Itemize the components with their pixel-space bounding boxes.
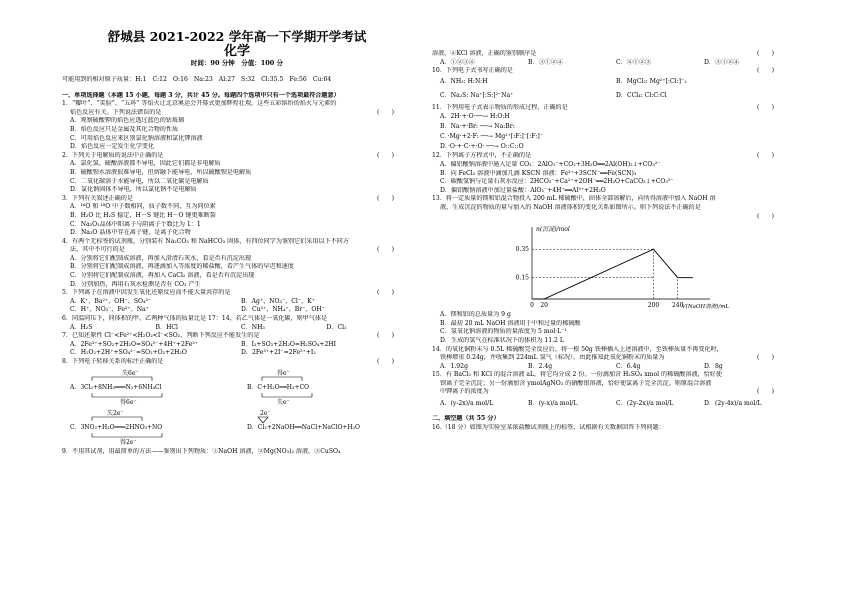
q5-option-a: A．K⁺、Ba²⁺、OH⁻、SO₄²⁻ — [70, 297, 152, 305]
question-15 — [432, 371, 792, 411]
question-7 — [62, 332, 412, 358]
q12-option-c: C．碳酸氢钠与足量石灰水反应：2HCO₃⁻+Ca²⁺+2OH⁻══2H₂O+CaCO₃↓+CO₃²⁻ — [440, 178, 674, 186]
q1-option-d: D．焰色反应一定发生化学变化 — [70, 143, 155, 151]
q1-line-2: 焰色反应有关。下列说法错误的是 ( ) — [70, 108, 394, 116]
question-1 — [62, 100, 412, 152]
q7-option-d: D．2Fe³⁺+2I⁻=2Fe²⁺+I₂ — [241, 349, 316, 357]
x-axis-label: V(NaOH溶液)/mL — [681, 304, 730, 311]
q15-line-2: 钡离子完全沉淀；另一份滴加含 ymolAgNO₃ 的硝酸银溶液，恰好使氯离子完全沉淀。则原混合溶液 — [440, 379, 712, 387]
q11-stem: 11．下列用电子式表示物质的形成过程，正确的是 ( ) — [432, 103, 774, 111]
q8-a-top-arrow — [92, 377, 152, 381]
q5-option-c: C．H⁺、NO₃⁻、Fe²⁺、Na⁺ — [70, 306, 149, 314]
question-2 — [62, 152, 412, 195]
q9-option-d: D．③①②④ — [704, 58, 740, 66]
q12-option-b: B．向 FeCl₃ 溶液中滴加几滴 KSCN 溶液：Fe³⁺+3SCN⁻══Fe(SCN)₃ — [440, 169, 637, 177]
question-8 — [62, 358, 412, 448]
q4-option-b: B．分别将它们配制成溶液，再逐滴加入等浓度的稀盐酸，看产生气体的早迟和速度 — [70, 263, 294, 271]
q14-options — [432, 363, 792, 372]
q5-options-row-2 — [62, 306, 412, 315]
q10-options-row-1 — [432, 76, 792, 90]
q8-c-bottom-arrow — [92, 433, 162, 437]
section-1-heading: 一、单项选择题（本题 15 小题，每题 3 分，共计 45 分。每题四个选项中只有一个选项最符合题意） — [62, 91, 340, 99]
question-3 — [62, 195, 412, 238]
q13-option-b: B．最初 20 mL NaOH 溶液用于中和过量的稀硫酸 — [440, 319, 581, 327]
q14-option-d: D．8g — [704, 362, 723, 370]
q8-electron-transfer-diagrams — [62, 367, 402, 445]
q1-option-c: C．可用焰色反应来区别氯化钠溶液和氯化钾溶液 — [70, 134, 203, 142]
q4-option-a: A．分别将它们配制成溶液，再加入澄清石灰水，看是否有沉淀出现 — [70, 254, 252, 262]
q8-d-arrow — [258, 417, 268, 423]
q10-options-row-2 — [432, 90, 792, 104]
question-6 — [62, 315, 412, 332]
q9-option-c: C．④①②③ — [616, 58, 652, 66]
q3-option-d: D．Na₂O 晶体中存在离子键，是离子化合物 — [70, 229, 191, 237]
q7-option-a: A．2Fe³⁺+SO₂+2H₂O=SO₄²⁻+4H⁺+2Fe²⁺ — [70, 340, 199, 348]
q11-option-a: A．2H·+·O·──→ H:O:H — [440, 113, 510, 121]
q3-stem: 3．下列有关叙述正确的是 ( ) — [62, 194, 394, 202]
q8-c-bottom-label: 得2e⁻ — [120, 438, 137, 445]
precipitate-series-line — [532, 249, 678, 299]
q6-stem: 6．同温同压下，同体积的甲、乙两种气体的质量比是 17：14，若乙气体是一氧化碳，则甲气体是 — [62, 315, 328, 323]
exam-meta: 时间：90 分钟 分值：100 分 — [190, 59, 284, 67]
q8-stem: 8．下列电子转移关系的标注正确的是 ( ) — [62, 358, 394, 365]
q1-option-a: A．观察硫酸钾的焰色应透过蓝色的钴玻璃 — [70, 117, 185, 125]
exam-subject: 化学 — [223, 44, 250, 59]
q13-paren: ( ) — [757, 212, 774, 220]
q14-option-c: C．6.4g — [616, 362, 641, 370]
q7-options-row-1 — [62, 341, 412, 350]
y-axis-label: n(沉淀)/mol — [536, 226, 570, 234]
q13-option-d: D．生成的氢气在标准状况下的体积为 11.2 L — [440, 336, 564, 344]
q3-option-b: B．H₂O 比 H₂S 稳定，H－S 键比 H－O 键更难断裂 — [70, 211, 216, 219]
question-11 — [432, 104, 792, 153]
q7-option-b: B．I₂+SO₂+2H₂O=H₂SO₄+2HI — [241, 340, 337, 348]
q7-options-row-2 — [62, 349, 412, 358]
q13-precipitate-chart — [492, 221, 732, 311]
q8-a-bottom-label: 得6e⁻ — [120, 398, 137, 406]
q10-option-a: A．NH₃: H:N:H — [440, 78, 488, 86]
question-13 — [432, 195, 792, 345]
exam-title: 舒城县 2021-2022 学年高一下学期开学考试 — [107, 29, 367, 44]
q3-option-c: C．Na₂O₂晶体中阳离子与阴离子个数比为 1：1 — [70, 220, 201, 228]
q4-option-c: C．分别将它们配制成溶液，再加入 CaCl₂ 溶液，看是否有沉淀出现 — [70, 272, 255, 280]
q8-a-equation: A．3Cl₂+8NH₃═══N₂+6NH₄Cl — [70, 383, 162, 391]
q6-option-a: A．H₂S — [70, 323, 93, 331]
q9-option-a: A．①②③④ — [440, 58, 475, 66]
y-tick-label-1: 0.15 — [515, 274, 529, 282]
x-tick-label-3: 240 — [671, 302, 684, 310]
q8-d-top-label: 2e⁻ — [260, 409, 271, 417]
question-14 — [432, 346, 792, 372]
atomic-masses: 可能用到的相对原子质量：H:1 C:12 O:16 Na:23 Al:27 S:32 Cl:35.5 Fe:56 Cu:64 — [62, 76, 332, 83]
q15-options — [432, 397, 792, 411]
q5-option-d: D．Cu²⁺、NH₄⁺、Br⁻、OH⁻ — [241, 306, 325, 314]
q10-option-b: B．MgCl₂: Mg²⁺[:Cl:]⁻₂ — [616, 78, 687, 86]
question-4 — [62, 238, 412, 290]
section-2-heading: 二、填空题（共 55 分） — [432, 415, 500, 423]
q13-line-1: 13．将一定质量的镁和铝混合物投入 200 mL 稀硫酸中，固体全部溶解后，向所得溶液中加入 NaOH 溶 — [432, 195, 716, 203]
q11-option-c: C．·Mg·+2·F: ──→ Mg²⁺[:F:]⁻[:F:]⁻ — [440, 133, 543, 141]
q4-line-2: 法，其中不可行的是 ( ) — [70, 246, 394, 254]
q15-option-d: D．(2y-4x)/a mol/L — [704, 399, 762, 407]
q1-line-1: 1．“瓣叶”、“笑脸”、“五环” 等焰火让北京奥运会开幕式更加辉煌壮观，这些五彩缤纷的焰火与元素的 — [62, 100, 337, 108]
q8-c-equation: C．3NO₂+H₂O═══2HNO₃+NO — [70, 423, 163, 431]
right-column — [432, 50, 792, 432]
q10-option-c: C．Na₂S: Na⁺[:S:]²⁻Na⁺ — [440, 92, 514, 100]
q2-stem: 2．下列关于电解质的说法中正确的是 ( ) — [62, 151, 394, 159]
q7-stem: 7．已知还原性 Cl⁻<Fe²⁺<H₂O₂<I⁻<SO₂，判断下列反应不能发生的是 ( ) — [62, 332, 394, 340]
question-12 — [432, 152, 792, 195]
q2-option-a: A．氯化氢、硫酸溶液都不导电，因此它们都是非电解质 — [70, 160, 221, 168]
q2-option-c: C．二氧化碳溶于水能导电，所以二氧化碳是电解质 — [70, 177, 209, 185]
q2-option-d: D．氯化钠固体不导电，所以氯化钠不是电解质 — [70, 186, 197, 194]
q14-option-b: B．2.4g — [528, 362, 553, 370]
q8-b-top-label: 得e⁻ — [277, 369, 290, 377]
q8-b-top-arrow — [262, 377, 302, 381]
q15-option-b: B．(y-x)/a mol/L — [528, 399, 578, 407]
q6-option-b: B．HCl — [155, 323, 178, 331]
q14-line-1: 14．的氧化铜粉末与 0.5L 稀硫酸完全反应后，将一根 50g 铁棒插入上述溶液中，至铁棒质量不再变化时， — [432, 345, 723, 353]
q9-option-b: B．③①②④ — [528, 58, 563, 66]
q15-option-c: C．(2y-2x)/a mol/L — [616, 399, 674, 407]
q8-c-top-label: 失2e⁻ — [107, 409, 124, 417]
question-10 — [432, 67, 792, 104]
q9-cont-stem: 溶液，④KCl 溶液，正确的鉴别顺序是 ( ) — [432, 50, 774, 57]
q1-option-b: B．焰色反应只是金属及其化合物的性质 — [70, 125, 179, 133]
q3-option-a: A．¹⁶O 和 ¹⁸O 中子数相同，质子数不同，互为同位素 — [70, 203, 216, 211]
q15-option-a: A．(y-2x)/a mol/L — [440, 399, 494, 407]
q13-option-c: C．氢氧化钠溶液的物质的量浓度为 5 mol·L⁻¹ — [440, 328, 567, 336]
q6-option-c: C．NH₃ — [241, 323, 265, 331]
left-column — [62, 0, 412, 457]
q6-option-d: D．Cl₂ — [326, 323, 347, 331]
q8-b-bottom-arrow — [262, 393, 312, 397]
q4-option-d: D．分别加热，再用石灰水检测是否有 CO₂ 产生 — [70, 280, 201, 288]
question-16-stem: 16.（18 分）如图为实验室某浓盐酸试剂瓶上的标签，试根据有关数据回答下列问题： — [432, 423, 665, 431]
q6-options — [62, 324, 412, 333]
q10-stem: 10．下列电子式书写正确的是 ( ) — [432, 67, 774, 75]
q15-line-1: 15．有 BaCl₂ 和 KCl 的混合溶液 aL，将它均分成 2 份。一份滴加含 H₂SO₄ xmol 的稀硫酸溶液，恰好使 — [432, 371, 722, 379]
q13-line-2: 液，生成沉淀的物质的量与加入的 NaOH 溶液体积的变化关系如图所示。则下列说法不正确的是 — [440, 203, 701, 211]
q5-options-row-1 — [62, 298, 412, 307]
q8-d-equation: D．Cl₂+2NaOH══NaCl+NaClO+H₂O — [247, 423, 360, 431]
q14-line-2: 铁棒增重 0.24g，并收集到 224mL 氢气（标况）。由此推知此氧化铜粉末的质量为 ( ) — [440, 354, 774, 362]
q8-b-equation: B．C+H₂O══H₂+CO — [247, 383, 309, 391]
q7-option-c: C．H₂O₂+2H⁺+SO₄²⁻=SO₂+O₂+2H₂O — [70, 349, 187, 357]
x-tick-label-1: 20 — [540, 302, 548, 310]
q5-option-b: B．Ag⁺、NO₃⁻、Cl⁻、K⁺ — [241, 297, 315, 305]
q8-a-bottom-arrow — [92, 393, 162, 397]
x-tick-label-0: 0 — [530, 302, 534, 310]
question-5 — [62, 289, 412, 315]
x-tick-label-2: 200 — [647, 302, 660, 310]
q12-option-d: D．偏铝酸钠溶液中加过量盐酸：AlO₂⁻+4H⁺══Al³⁺+2H₂O — [440, 186, 606, 194]
y-tick-label-0: 0.35 — [515, 246, 529, 254]
q13-option-a: A．镁和铝的总质量为 9 g — [440, 311, 511, 319]
q12-option-a: A．偏铝酸钠溶液中通入足量 CO₂：2AlO₂⁻+CO₂+3H₂O══2Al(OH)₃↓+CO₃²⁻ — [440, 160, 661, 168]
q2-option-b: B．硫酸钡水溶液很难导电，但熔融下能导电，所以硫酸钡是电解质 — [70, 168, 252, 176]
q10-option-d: D．CCl₄: Cl:C:Cl — [616, 92, 667, 100]
q5-stem: 5．下列离子在溶液中因发生氧化还原反应而不能大量共存的是 ( ) — [62, 289, 394, 297]
question-9-stem: 9．不用其试剂，用最简单的方法——鉴别出下列物质：①NaOH 溶液，②Mg(NO₃)₂ 溶液，③CuSO₄ — [62, 448, 341, 456]
q15-line-3: 中钾离子的浓度为 ( ) — [440, 388, 774, 396]
q8-b-bottom-label: 失e⁻ — [277, 398, 290, 406]
q8-c-top-arrow — [92, 417, 142, 421]
q8-a-top-label: 失6e⁻ — [122, 369, 139, 377]
q14-option-a: A．1.92g — [440, 362, 468, 370]
q4-line-1: 4．有两个无标签的试剂瓶，分别装有 Na₂CO₃ 和 NaHCO₃ 固体，有四位同学为鉴别它们采用以下不同方 — [62, 237, 349, 245]
q12-stem: 12．下列离子方程式中，不正确的是 ( ) — [432, 152, 774, 160]
q11-option-b: B．Na·+·Br: ──→ Na:Br: — [440, 123, 515, 131]
q11-option-d: D．·O·+·C·+·O· ──→ O::C::O — [440, 143, 524, 151]
q9-options — [432, 59, 792, 68]
question-9-continued — [432, 50, 792, 67]
